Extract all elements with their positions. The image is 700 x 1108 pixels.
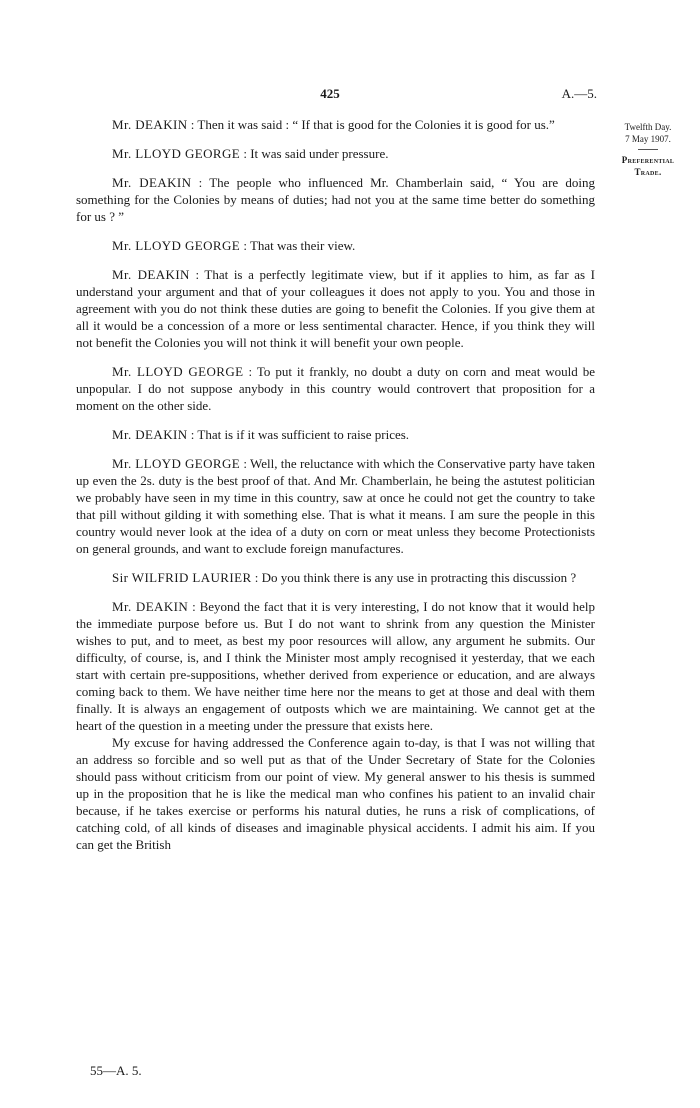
printer-signature: 55—A. 5. <box>90 1063 142 1078</box>
paragraph <box>76 237 595 254</box>
speech-text: : Do you think there is any use in protracting this discussion ? <box>254 570 577 585</box>
transcript-body <box>76 116 595 853</box>
speech-text: : To put it frankly, no doubt a duty on corn and meat would be unpopular. I do not suppose anybody in this country would controvert that proposition for a moment on the other side. <box>76 364 596 413</box>
speech-text: : Well, the reluctance with which the Conservative party have taken up even the 2s. duty is the best proof of that. And Mr. Chamberlain, he being the astutest politician we probably have seen in my time in this country, saw at once he could not get the country to take that pill without gilding it with something else. That is what it means. I am sure the people in this country would never look at the idea of a duty on corn or meat unless they become Protectionists on general grounds, and want to exclude foreign manufactures. <box>76 456 595 556</box>
speech-text: : Then it was said : “ If that is good for the Colonies it is good for us.” <box>190 117 555 132</box>
margin-day: Twelfth Day. <box>624 122 672 132</box>
document-reference: A.—5. <box>561 86 597 101</box>
speaker-name: Mr. LLOYD GEORGE <box>112 238 241 253</box>
speaker-name: Mr. DEAKIN <box>112 427 188 442</box>
margin-topic-line-2: Trade. <box>634 167 662 177</box>
margin-topic-line-1: Preferential <box>621 155 675 165</box>
margin-date: 7 May 1907. <box>625 134 671 144</box>
paragraph <box>76 598 595 734</box>
speech-text: : That is if it was sufficient to raise prices. <box>190 427 410 442</box>
paragraph <box>76 174 595 225</box>
paragraph <box>76 734 595 853</box>
speech-text: My excuse for having addressed the Conference again to-day, is that I was not willing that an address so forcible and so well put as that of the Under Secretary of State for the Colonies should pass without criticism from our point of view. My general answer to his thesis is summed up in the proposition that he is like the medical man who confines his patient to an invalid chair because, if he takes exercise or performs his natural duties, he runs a risk of complications, of catching cold, of all kinds of diseases and imaginable physical accidents. I admit his aim. If you can get the British <box>76 735 595 852</box>
margin-notes <box>604 121 692 178</box>
paragraph <box>76 266 595 351</box>
speech-text: : That was their view. <box>243 238 356 253</box>
speaker-name: Mr. DEAKIN <box>112 117 188 132</box>
speaker-name: Mr. DEAKIN <box>112 267 190 282</box>
paragraph <box>76 116 595 133</box>
speaker-name: Mr. DEAKIN <box>112 599 189 614</box>
margin-divider <box>638 149 658 150</box>
speaker-name: Mr. LLOYD GEORGE <box>112 456 241 471</box>
speaker-name: Sir WILFRID LAURIER <box>112 570 252 585</box>
speaker-name: Mr. DEAKIN <box>112 175 192 190</box>
speech-text: : It was said under pressure. <box>243 146 389 161</box>
speech-text: : That is a perfectly legitimate view, but if it applies to him, as far as I understand your argument and that of your colleagues it does not apply to you. You and those in agreement with you do not think these duties are going to benefit the Colonies. If you give them at all it would be a concession of a more or less sentimental character. Hence, if you think they will not benefit the Colonies you will not think it will benefit your own people. <box>76 267 595 350</box>
speaker-name: Mr. LLOYD GEORGE <box>112 364 244 379</box>
paragraph <box>76 145 595 162</box>
paragraph <box>76 455 595 557</box>
speech-text: : The people who influenced Mr. Chamberlain said, “ You are doing something for the Colonies by means of duties; had not you at the same time better do something for us ? ” <box>76 175 595 224</box>
speech-text: : Beyond the fact that it is very interesting, I do not know that it would help the immediate purpose before us. But I do not want to shrink from any question the Minister wishes to put, and to meet, as best my poor resources will allow, any argument he submits. Our difficulty, of course, is, and I think the Minister most amply recognised it yesterday, that we each start with certain pre-suppositions, whether derived from experience or education, and are always coming back to them. We have neither time here nor the means to get at those and deal with them finally. It is always an engagement of outposts which we are maintaining. We cannot get at the heart of the question in a meeting under the pressure that exists here. <box>76 599 595 733</box>
page-number: 425 <box>320 86 340 101</box>
paragraph <box>76 569 595 586</box>
paragraph <box>76 426 595 443</box>
speaker-name: Mr. LLOYD GEORGE <box>112 146 241 161</box>
paragraph <box>76 363 595 414</box>
